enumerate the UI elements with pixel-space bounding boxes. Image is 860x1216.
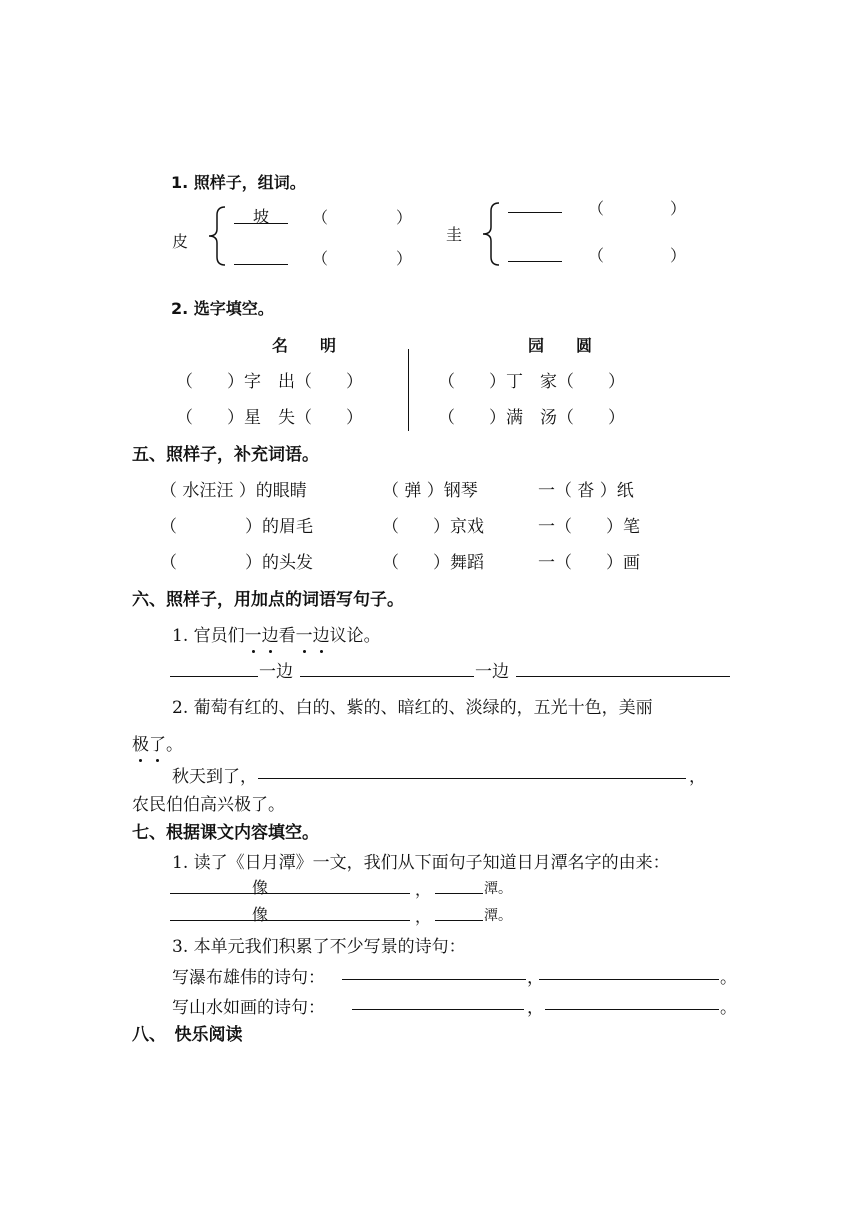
s7-poem1-period: 。: [720, 968, 737, 988]
s7-poem1-label: 写瀑布雄伟的诗句：: [172, 968, 325, 988]
q2-right-header: 园 圆: [528, 336, 593, 355]
s6-dot3-char-1: 了: [149, 730, 166, 755]
s6-item2-fill-prefix: 秋天到了，: [172, 767, 257, 787]
q2-right-row-1: （ ）丁 家（ ）: [438, 372, 625, 392]
s6-fill1-blank-a[interactable]: [170, 676, 258, 677]
s6-item2-line-end: 农民伯伯高兴极了。: [132, 795, 285, 815]
left-brace-icon: [205, 205, 227, 267]
s7-fill2-tan: 潭。: [484, 908, 512, 924]
s7-poem1-comma: ，: [527, 968, 544, 988]
s6-fill1-word-2: 一边: [475, 662, 509, 682]
q1-right-paren-open-1: （: [588, 199, 605, 218]
s6-dot2-char-1: 边: [313, 621, 330, 646]
s7-fill2-blank-b[interactable]: [435, 920, 483, 921]
s6-item2-line1: 2. 葡萄有红的、白的、紫的、暗红的、淡绿的，五光十色，美丽: [172, 698, 653, 718]
s5-r1-c3: 一（ 沓 ）纸: [538, 481, 634, 501]
s7-item1: 1. 读了《日月潭》一文，我们从下面句子知道日月潭名字的由来：: [172, 853, 670, 873]
right-brace-icon: [479, 201, 501, 267]
s5-title: 五、照样子，补充词语。: [132, 445, 319, 465]
s7-fill2-xiang: 像: [252, 905, 269, 924]
s7-poem1-blank-a[interactable]: [342, 979, 526, 980]
s5-r2-c3: 一（ ）笔: [538, 517, 640, 537]
s7-fill1-tan: 潭。: [484, 881, 512, 897]
s7-poem2-period: 。: [720, 998, 737, 1018]
s6-item2-blank[interactable]: [258, 778, 686, 779]
s5-r3-c1: （ ）的头发: [160, 553, 313, 573]
q1-left-paren-open-1: （: [312, 208, 329, 227]
s8-title: 八、 快乐阅读: [132, 1025, 243, 1045]
q1-right-blank-2[interactable]: [508, 261, 562, 262]
q2-divider: [408, 349, 409, 431]
s7-fill1-comma: ，: [415, 880, 432, 899]
s6-title: 六、照样子，用加点的词语写句子。: [132, 590, 404, 610]
s7-fill1-blank-a[interactable]: [170, 893, 410, 894]
s6-item2-end: 。: [166, 735, 183, 755]
s6-fill1-word-1: 一边: [259, 662, 293, 682]
s6-item1: [172, 621, 381, 646]
s7-fill2-blank-a[interactable]: [170, 920, 410, 921]
s5-r3-c2: （ ）舞蹈: [382, 553, 484, 573]
q2-left-row-2: （ ）星 失（ ）: [176, 408, 363, 428]
q1-right-char: 圭: [446, 225, 463, 244]
s7-poem2-comma: ，: [527, 998, 544, 1018]
s7-fill2-comma: ，: [415, 907, 432, 926]
q1-right-blank-1[interactable]: [508, 212, 562, 213]
s6-item2-fill-suffix: ，: [689, 767, 706, 787]
q1-right-paren-close-2: ）: [670, 246, 687, 265]
q1-left-example: 坡: [253, 207, 270, 226]
s7-fill1-xiang: 像: [252, 878, 269, 897]
s6-item1-mid: 看: [278, 626, 296, 646]
s7-poem2-label: 写山水如画的诗句：: [172, 998, 325, 1018]
s7-poem2-blank-b[interactable]: [545, 1009, 719, 1010]
q1-right-paren-open-2: （: [588, 246, 605, 265]
s5-r2-c1: （ ）的眉毛: [160, 517, 313, 537]
q1-title: 1. 照样子，组词。: [171, 173, 306, 192]
s5-r2-c2: （ ）京戏: [382, 517, 484, 537]
s5-r1-c1: （ 水汪汪 ）的眼睛: [160, 481, 307, 501]
q1-left-blank-2[interactable]: [234, 264, 288, 265]
s6-fill1-blank-c[interactable]: [516, 676, 730, 677]
s6-dot2-char-0: 一: [296, 621, 313, 646]
q2-title: 2. 选字填空。: [171, 299, 274, 318]
s7-fill1-blank-b[interactable]: [435, 893, 483, 894]
s5-r1-c2: （ 弹 ）钢琴: [382, 481, 478, 501]
q1-left-paren-open-2: （: [312, 249, 329, 268]
q1-left-paren-close-2: ）: [396, 249, 413, 268]
s6-item1-dot-word-1: [245, 626, 279, 646]
s6-item1-prefix: 1. 官员们: [172, 626, 245, 646]
s6-dot1-char-0: 一: [245, 621, 262, 646]
s7-poem2-blank-a[interactable]: [352, 1009, 524, 1010]
s6-item1-suffix: 议论。: [329, 626, 381, 646]
s6-dot1-char-1: 边: [262, 621, 279, 646]
s6-dot3-char-0: 极: [132, 730, 149, 755]
q2-left-header: 名 明: [272, 336, 337, 355]
s6-item1-dot-word-2: [296, 626, 330, 646]
s6-fill1-blank-b[interactable]: [300, 676, 474, 677]
q2-right-row-2: （ ）满 汤（ ）: [438, 408, 625, 428]
s7-poem1-blank-b[interactable]: [539, 979, 719, 980]
q2-left-row-1: （ ）字 出（ ）: [176, 372, 363, 392]
s7-title: 七、根据课文内容填空。: [132, 823, 319, 843]
q1-right-paren-close-1: ）: [670, 199, 687, 218]
s5-r3-c3: 一（ ）画: [538, 553, 640, 573]
q1-left-paren-close-1: ）: [396, 208, 413, 227]
q1-left-char: 皮: [172, 232, 189, 251]
s7-item3: 3. 本单元我们积累了不少写景的诗句：: [172, 937, 466, 957]
s6-item2-line2: [132, 730, 183, 755]
